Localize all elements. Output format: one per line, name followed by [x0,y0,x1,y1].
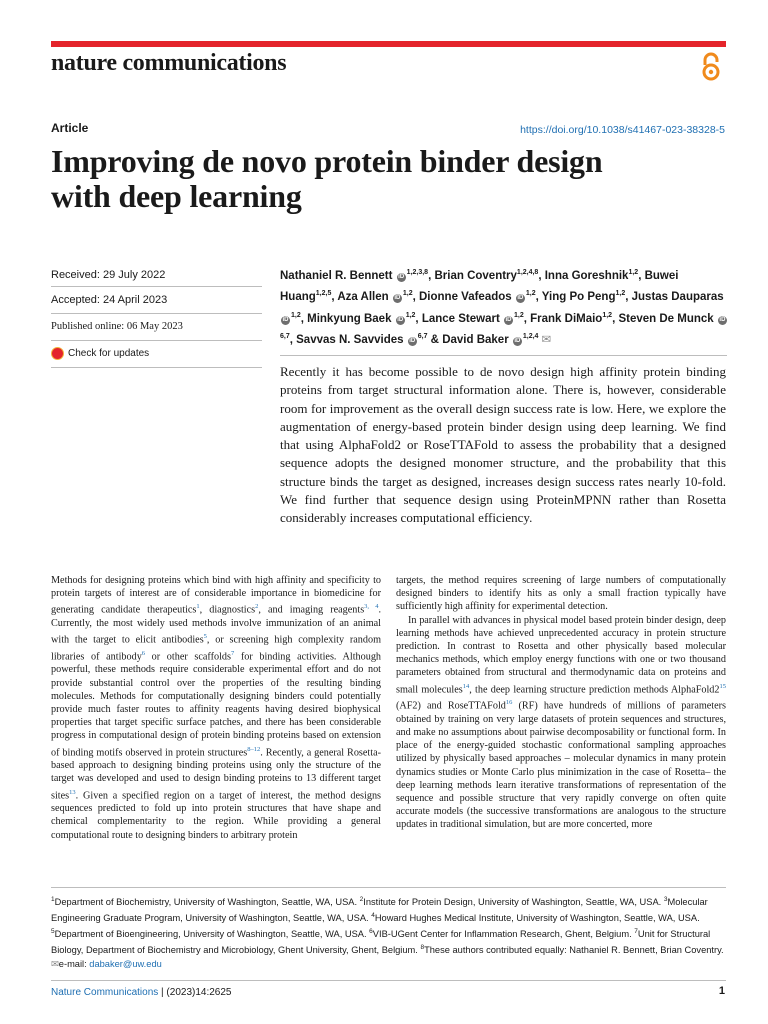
title-line-2: with deep learning [51,178,302,214]
author-affiliation: 1,2,4,8 [516,269,539,276]
orcid-icon[interactable]: iD [397,316,404,323]
check-updates-label: Check for updates [68,348,150,359]
author [434,270,538,282]
author [419,291,536,303]
footer-journal-link[interactable]: Nature Communications [51,987,159,998]
orcid-icon[interactable]: iD [394,295,401,302]
author-name: Steven De Munck [618,312,714,325]
footnote-marker: 3 [663,896,668,903]
check-for-updates-button[interactable] [51,347,262,360]
abstract-divider [280,355,727,356]
mail-icon: ✉ [51,959,59,970]
author-name: Ying Po Peng [541,291,616,304]
divider [51,313,262,314]
reference-link[interactable]: 13 [69,788,76,796]
author-affiliation: 1,2 [514,311,524,319]
author-affiliation: 1,2 [615,290,626,298]
author-name: Savvas N. Savvides [296,334,404,347]
author [296,334,427,346]
footer-volume: | (2023)14:2625 [161,987,232,998]
author-name: Buwei Huang [280,269,679,304]
author-name: Nathaniel R. Bennett [280,269,393,282]
footer-citation [51,987,231,998]
footnote-marker: 1 [51,896,55,903]
affiliations-footnote: $^1$Department of Biochemistry, University of Washington, Seattle, WA, USA. $^2$Institute for Protein Design, University of Washington, Seattle, WA, USA. $^3$Molecular Engineering Graduate Program, University of Washington, Seattle, WA, USA. $^4$Howard Hughes Medical Institute, University of Washington, Seattle, WA, USA. $^5$Department of Bioengineering, University of Washington, Seattle, WA, USA. $^6$VIB-UGent Center for Inflammation Research, Ghent, Belgium. $^7$Unit for Structural Biology, Department of Biochemistry and Microbiology, Ghent University, Ghent, Belgium. $^8$These authors contributed equally: Nathaniel R. Bennett, Brian Coventry. ✉e-mail: dabaker@uw.edu [51,896,724,970]
author [307,313,415,325]
author [337,291,412,303]
reference-link[interactable]: 5 [203,633,207,641]
received-date: Received: 29 July 2022 [51,269,166,281]
divider [51,367,262,368]
author-affiliation: 1,2 [602,311,613,319]
reference-link[interactable]: 16 [505,699,513,707]
author [530,313,612,325]
author-list: Nathaniel R. Bennett iD$^{1,2,3,8}$, Brian Coventry$^{1,2,4,8}$, Inna Goreshnik$^{1,2}$, Buwei Huang$^{1,2,5}$, Aza Allen iD$^{1,2}$, Dionne Vafeados iD$^{1,2}$, Ying Po Peng$^{1,2}$, Justas Dauparas iD$^{1,2}$, Minkyung Baek iD$^{1,2}$, Lance Stewart iD$^{1,2}$, Frank DiMaio$^{1,2}$, Steven De Munck iD$^{6,7}$, Savvas N. Savvides iD$^{6,7}$ & David Baker iD$^{1,2,4}$ ✉ [280,264,730,350]
body-column-left [51,574,381,842]
body-paragraph: Methods for designing proteins which bind with high affinity and specificity to protein targets of interest are of considerable importance in biomedicine for generating candidate therapeutics$^1$, diagnostics$^2$, and imaging reagents$^{3, 4}$. Currently, the most widely used methods involve immunization of an animal with the target to elicit antibodies$^5$, or screening high complexity random libraries of antibody$^6$ or other scaffolds$^7$ for binding activities. Although powerful, these methods require considerable experimental effort and do not provide substantial control over the properties of the resulting binding molecules. Methods for computationally designing binders could potentially provide much faster routes to affinity reagents having desired biophysical properties that target specific surface patches, and there has been considerable progress in computational design of protein binding proteins based on extension of binding motifs observed in protein structures$^{8-12}$. Recently, a general Rosetta-based approach to designing binding proteins using only the structure of the target was developed and used to design binding proteins to 13 different target sites$^{13}$. Given a specified region on a target of interest, the method designs sequences predicted to fold up into protein structures that have shape and chemical complementarity to the region. While providing a general computational route to designing binders to arbitrary protein [51,575,382,841]
author-affiliation: 6,7 [417,333,428,341]
footnote-marker: 6 [369,928,373,936]
author-affiliation: 1,2,5 [315,290,332,298]
author-affiliation: 1,2 [291,311,301,319]
author-name: Inna Goreshnik [544,269,629,282]
reference-link[interactable]: 1 [196,603,200,611]
mail-icon[interactable]: ✉ [541,334,552,347]
orcid-icon[interactable]: iD [505,316,512,323]
footnote-marker: 2 [359,896,364,903]
author-affiliation: 1,2 [628,269,639,276]
author-name: Dionne Vafeados [419,291,512,304]
reference-link[interactable]: 6 [141,649,146,657]
footnote-marker: 7 [634,928,638,936]
body-column-right [396,574,726,832]
footnote-marker: 8 [420,944,425,952]
divider [51,340,262,341]
reference-link[interactable]: 7 [230,649,235,657]
title-line-1: Improving de novo protein binder design [51,143,603,179]
reference-link[interactable]: 3, 4 [364,603,379,611]
author [422,313,524,325]
author-name: Frank DiMaio [530,312,603,325]
author-affiliation: 1,2 [402,290,413,298]
orcid-icon[interactable]: iD [514,338,521,345]
orcid-icon[interactable]: iD [517,295,524,302]
author [442,334,538,346]
journal-name: nature communications [51,50,287,76]
author-affiliation: 6,7 [280,333,290,341]
author-affiliation: 1,2,3,8 [406,269,429,276]
footer-divider [51,980,726,981]
author [545,270,638,282]
author [542,291,625,303]
orcid-icon[interactable]: iD [719,316,726,323]
header-accent-bar [51,41,726,47]
email-link[interactable]: dabaker@uw.edu [89,959,162,970]
body-paragraph: In parallel with advances in physical model based protein binder design, deep learning methods have achieved unprecedented accuracy in protein structure prediction. In contrast to Rosetta and other physically based molecular mechanics methods, which employ energy functions with one or two thousand parameters obtained from structural and thermodynamic data on proteins and small molecules$^{14}$, the deep learning structure prediction methods AlphaFold2$^{15}$ (AF2) and RoseTTAFold$^{16}$ (RF) have hundreds of millions of parameters obtained by training on very large datasets of protein sequences and structures, and make no assumptions about pairwise decomposability or functional form. In place of the energy-guided stochastic conformational sampling approaches utilized by physically based approaches – molecular dynamics in many protein dynamics studies or Monte Carlo plus minimization in the case of Rosetta– the deep learning methods learn iterative transformations of representation of the sequence and possible structure that very rapidly converge on often quite accurate models (the successive transformations are analogous to the structure updates in traditional simulation, but are more concerted, more [396,614,726,831]
reference-link[interactable]: 2 [255,603,259,611]
body-paragraph: targets, the method requires screening of large numbers of computationally designed binders to identify hits as only a small fraction typically have sufficiently high affinity for experimental detection. [396,575,726,613]
footnote-marker: 4 [371,912,375,920]
author [280,270,428,282]
author-name: Brian Coventry [434,269,517,282]
orcid-icon[interactable]: iD [282,316,289,323]
author-affiliation: 1,2,4 [522,333,539,341]
reference-link[interactable]: 8–12 [247,745,261,753]
author-name: Lance Stewart [421,312,500,325]
accepted-date: Accepted: 24 April 2023 [51,294,168,306]
article-title [51,144,731,214]
article-type: Article [51,121,89,135]
orcid-icon[interactable]: iD [398,273,405,280]
author-name: Minkyung Baek [307,312,392,325]
footnote-marker: 5 [51,928,55,936]
footnote-divider [51,887,726,888]
author-name: Aza Allen [337,291,389,304]
reference-link[interactable]: 14 [462,682,470,690]
reference-link[interactable]: 15 [719,682,726,690]
open-access-icon[interactable] [700,52,722,82]
published-date: Published online: 06 May 2023 [51,321,183,332]
author-affiliation: 1,2 [525,290,536,298]
author-affiliation: 1,2 [405,311,416,319]
doi-link[interactable]: https://doi.org/10.1038/s41467-023-38328-5 [520,124,725,136]
author-name: David Baker [442,334,509,347]
page-number: 1 [718,985,725,997]
author-name: Justas Dauparas [631,291,724,304]
divider [51,286,262,287]
orcid-icon[interactable]: iD [409,338,416,345]
abstract: Recently it has become possible to de novo design high affinity protein binding proteins from target structural information alone. There is, however, considerable room for improvement as the overall design success rate is low. Here, we explore the augmentation of energy-based protein binder design using deep learning. We find that using AlphaFold2 or RoseTTAFold to assess the probability that a designed sequence adopts the designed monomer structure, and the probability that this structure binds the target as designed, increases design success rates nearly 10-fold. We find further that sequence design using ProteinMPNN rather than Rosetta considerably increases computational efficiency. [280,364,726,526]
check-updates-icon [51,347,64,360]
